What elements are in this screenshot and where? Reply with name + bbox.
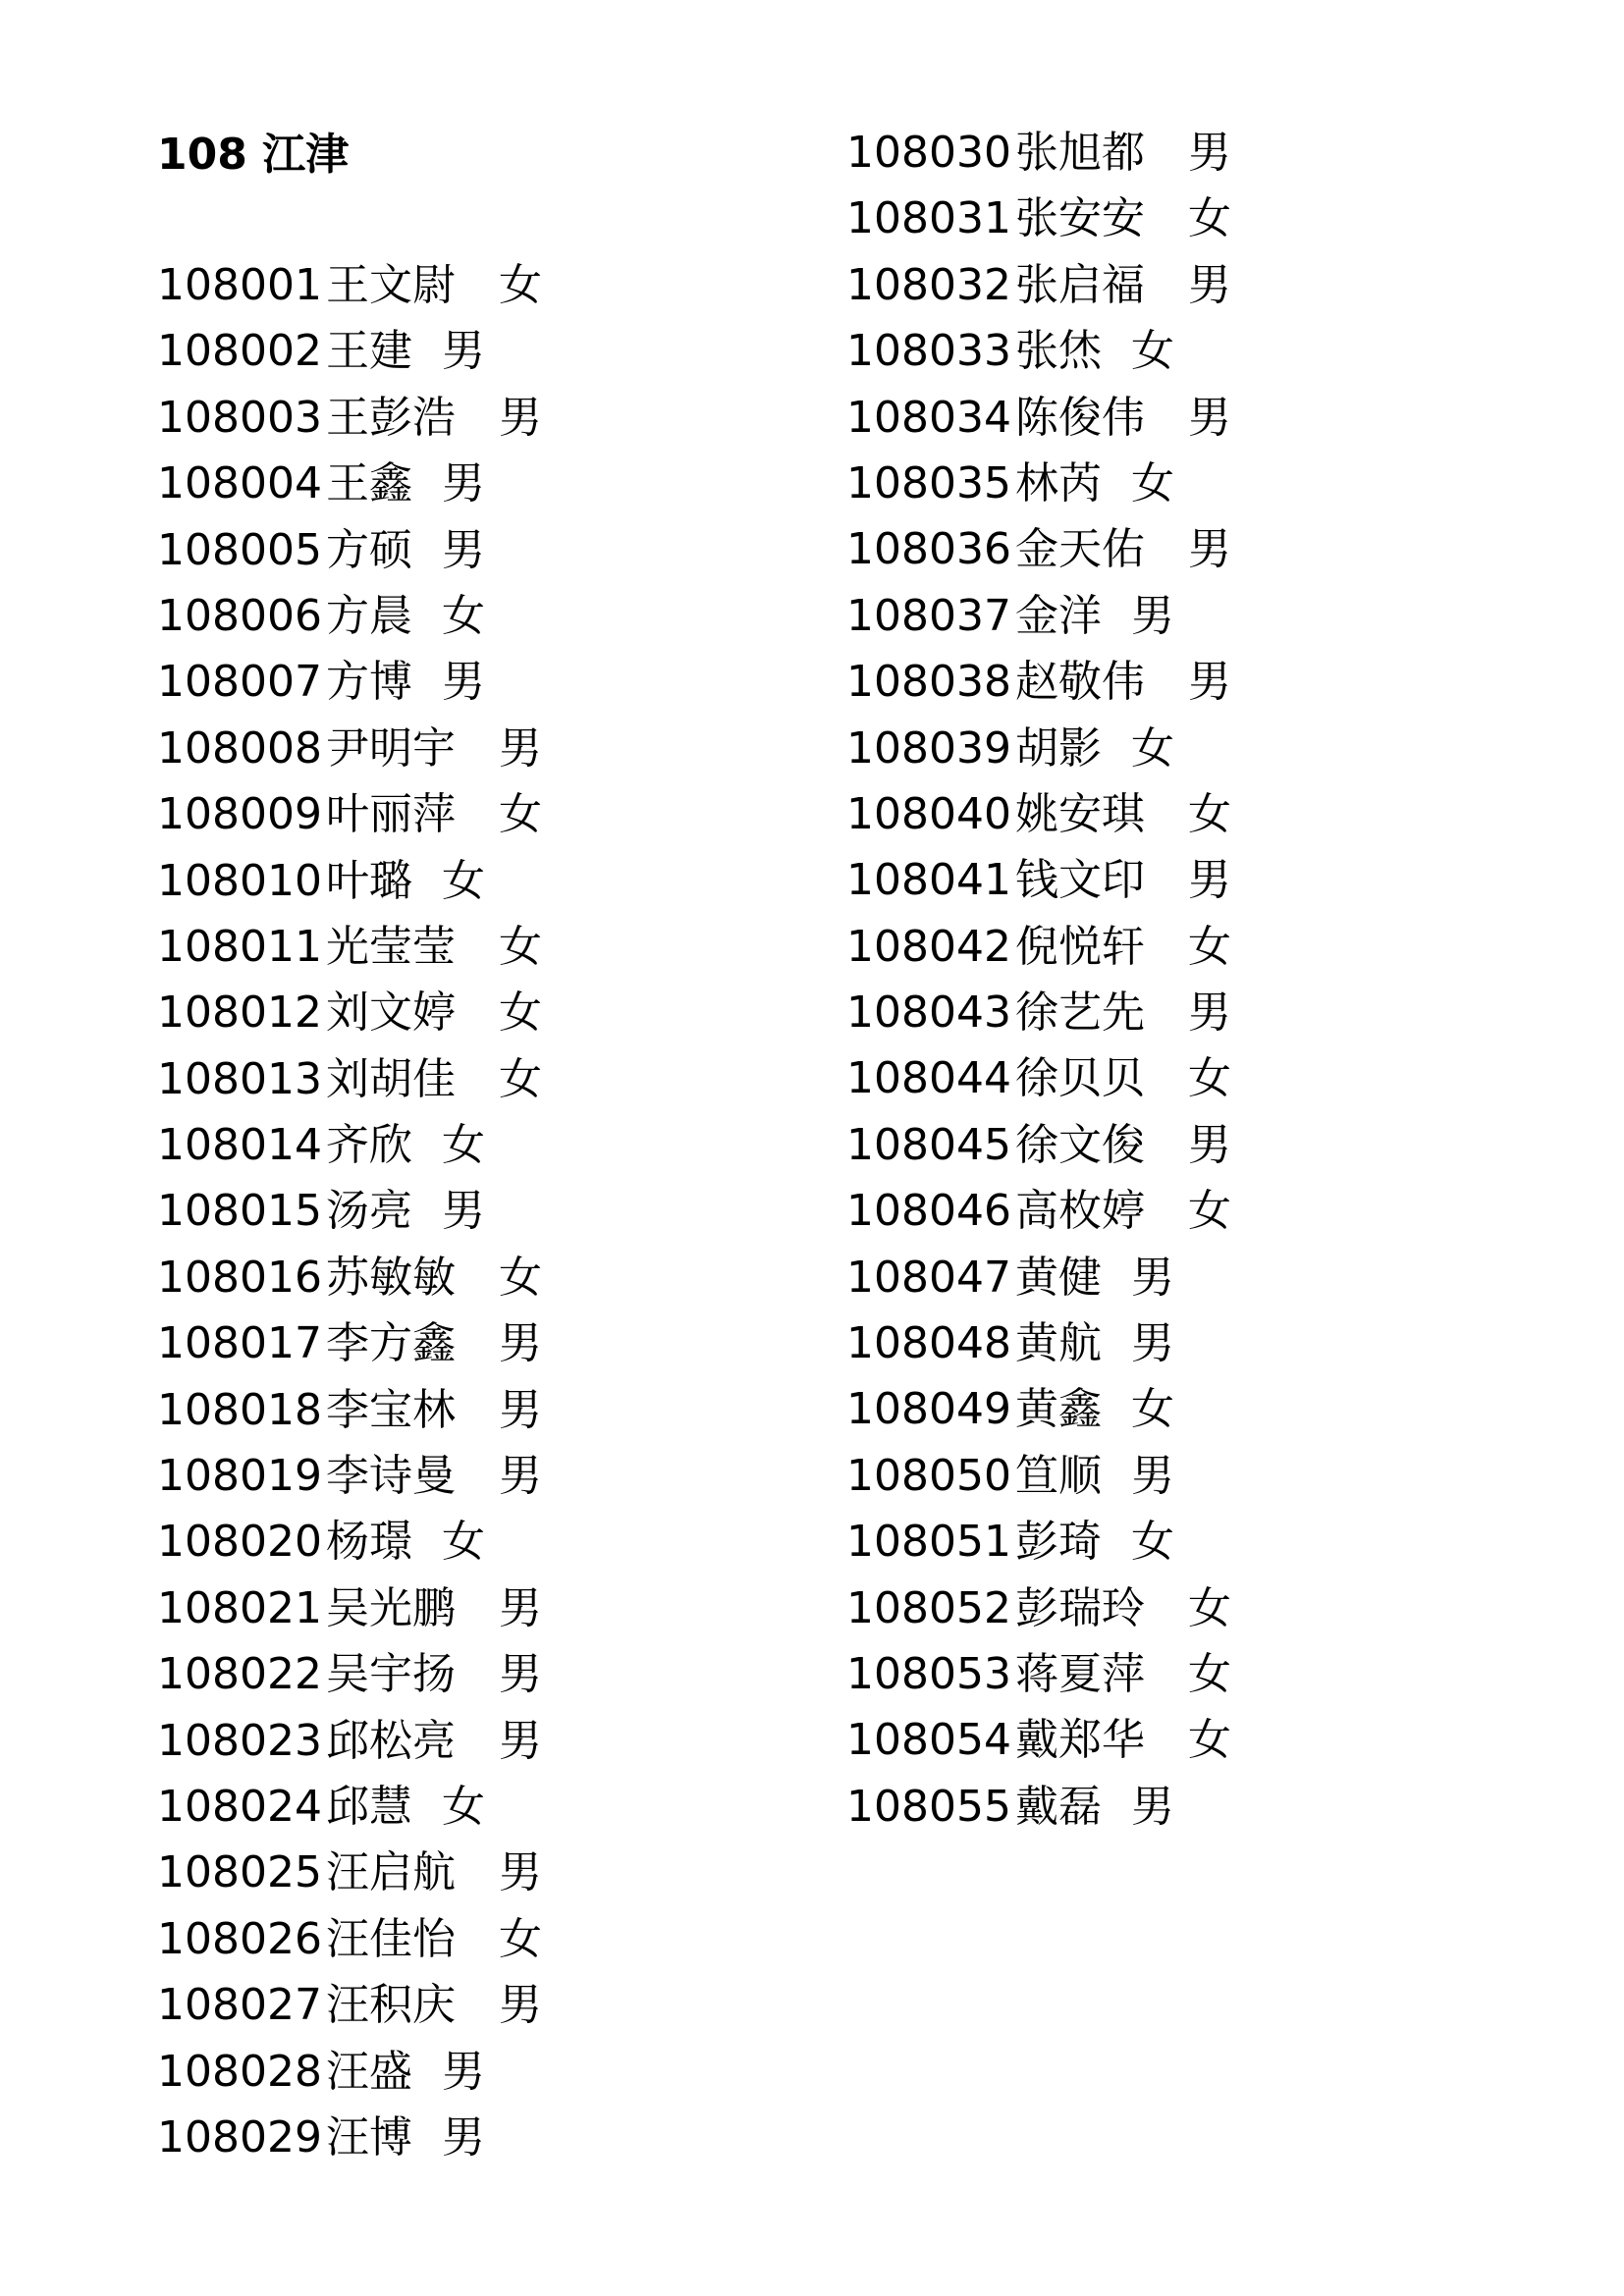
- student-name: 吴光鹏: [326, 1582, 456, 1633]
- student-id: 108053: [846, 1648, 1011, 1699]
- student-row: [157, 1774, 542, 1840]
- student-name: 彭琦: [1015, 1517, 1102, 1568]
- student-id: 108030: [846, 128, 1011, 178]
- student-row: [846, 318, 1231, 384]
- student-id: 108055: [846, 1781, 1011, 1832]
- student-row: [157, 914, 542, 980]
- student-gender: 男: [442, 657, 485, 708]
- student-name: 戴郑华: [1015, 1715, 1145, 1766]
- student-id: 108011: [157, 921, 322, 972]
- student-name: 吴宇扬: [326, 1649, 456, 1700]
- student-gender: 男: [1188, 988, 1231, 1039]
- student-id: 108042: [846, 921, 1011, 972]
- student-id: 108026: [157, 1913, 322, 1964]
- student-row: [846, 1774, 1231, 1840]
- student-name: 林芮: [1015, 457, 1102, 508]
- student-row: [157, 1509, 542, 1575]
- student-row: [846, 1443, 1231, 1509]
- student-id: 108012: [157, 988, 322, 1039]
- student-id: 108016: [157, 1252, 322, 1303]
- student-name: 李宝林: [326, 1384, 456, 1435]
- student-gender: 女: [1188, 788, 1231, 839]
- student-id: 108038: [846, 657, 1011, 708]
- student-name: 汪佳怡: [326, 1913, 456, 1964]
- student-gender: 女: [1188, 193, 1231, 244]
- student-name: 李诗曼: [326, 1451, 456, 1502]
- student-row: [157, 980, 542, 1045]
- student-id: 108048: [846, 1318, 1011, 1369]
- student-name: 笪顺: [1015, 1450, 1102, 1501]
- student-name: 王鑫: [326, 458, 412, 509]
- student-id: 108020: [157, 1517, 322, 1568]
- student-row: [157, 1840, 542, 1905]
- student-name: 李方鑫: [326, 1318, 456, 1369]
- student-row: [846, 1707, 1231, 1773]
- student-row: [846, 451, 1231, 516]
- student-id: 108024: [157, 1781, 322, 1832]
- student-id: 108017: [157, 1318, 322, 1369]
- student-gender: 女: [1131, 1384, 1174, 1435]
- student-row: [157, 1641, 542, 1707]
- student-id: 108047: [846, 1252, 1011, 1303]
- student-gender: 女: [499, 1913, 542, 1964]
- student-row: [157, 1245, 542, 1310]
- student-row: [157, 252, 542, 318]
- student-gender: 女: [1188, 1648, 1231, 1699]
- student-gender: 男: [442, 1186, 485, 1237]
- student-name: 尹明宇: [326, 722, 456, 774]
- student-row: [846, 980, 1231, 1045]
- student-name: 邱松亮: [326, 1715, 456, 1766]
- student-id: 108021: [157, 1582, 322, 1633]
- student-name: 王文尉: [326, 260, 456, 310]
- student-name: 汪积庆: [326, 1980, 456, 2031]
- student-id: 108037: [846, 590, 1011, 641]
- student-gender: 男: [1188, 128, 1231, 178]
- student-name: 汪盛: [326, 2046, 412, 2097]
- student-id: 108031: [846, 193, 1011, 244]
- student-gender: 女: [499, 1252, 542, 1303]
- student-name: 杨璟: [326, 1517, 412, 1568]
- student-gender: 女: [1188, 1186, 1231, 1237]
- student-id: 108023: [157, 1715, 322, 1766]
- student-id: 108005: [157, 524, 322, 575]
- student-gender: 男: [442, 2111, 485, 2163]
- student-id: 108007: [157, 657, 322, 708]
- student-name: 汪博: [326, 2111, 412, 2163]
- student-name: 胡影: [1015, 722, 1102, 774]
- student-name: 徐艺先: [1015, 988, 1145, 1039]
- student-name: 苏敏敏: [326, 1252, 456, 1303]
- student-id: 108025: [157, 1847, 322, 1898]
- student-gender: 女: [1131, 1517, 1174, 1568]
- student-row: [846, 120, 1231, 186]
- student-gender: 男: [499, 1715, 542, 1766]
- student-gender: 男: [1131, 590, 1174, 641]
- student-gender: 男: [1131, 1252, 1174, 1303]
- student-row: [157, 1575, 542, 1641]
- student-row: [846, 1641, 1231, 1707]
- student-gender: 男: [442, 2046, 485, 2097]
- student-gender: 女: [442, 1120, 485, 1171]
- student-id: 108039: [846, 722, 1011, 774]
- student-gender: 男: [1188, 392, 1231, 443]
- student-name: 蒋夏萍: [1015, 1648, 1145, 1699]
- student-id: 108002: [157, 326, 322, 377]
- student-name: 高枚婷: [1015, 1186, 1145, 1237]
- student-id: 108040: [846, 788, 1011, 839]
- student-gender: 男: [499, 1582, 542, 1633]
- student-gender: 男: [499, 1451, 542, 1502]
- student-gender: 女: [442, 855, 485, 906]
- student-row: [846, 385, 1231, 451]
- student-name: 张安安: [1015, 193, 1145, 244]
- student-name: 钱文印: [1015, 855, 1145, 906]
- student-row: [846, 781, 1231, 847]
- student-name: 黄健: [1015, 1252, 1102, 1303]
- student-gender: 女: [1188, 1715, 1231, 1766]
- student-row: [157, 1972, 542, 2038]
- student-gender: 女: [499, 789, 542, 840]
- student-id: 108035: [846, 457, 1011, 508]
- student-gender: 男: [1188, 657, 1231, 708]
- student-id: 108014: [157, 1120, 322, 1171]
- student-gender: 男: [499, 392, 542, 443]
- student-id: 108036: [846, 524, 1011, 575]
- student-id: 108049: [846, 1384, 1011, 1435]
- student-name: 陈俊伟: [1015, 392, 1145, 443]
- student-name: 方硕: [326, 524, 412, 575]
- student-gender: 男: [1131, 1450, 1174, 1501]
- student-row: [157, 1906, 542, 1972]
- student-name: 光莹莹: [326, 921, 456, 972]
- student-id: 108033: [846, 326, 1011, 377]
- student-name: 金天佑: [1015, 524, 1145, 575]
- student-id: 108013: [157, 1053, 322, 1104]
- student-list-left: [157, 252, 542, 2170]
- student-id: 108041: [846, 855, 1011, 906]
- student-row: [157, 385, 542, 451]
- student-id: 108018: [157, 1384, 322, 1435]
- student-id: 108008: [157, 722, 322, 774]
- student-name: 王彭浩: [326, 392, 456, 443]
- student-row: [157, 1377, 542, 1443]
- student-id: 108003: [157, 392, 322, 443]
- student-gender: 女: [442, 590, 485, 641]
- student-row: [157, 716, 542, 781]
- student-gender: 男: [499, 1384, 542, 1435]
- student-gender: 男: [1188, 259, 1231, 310]
- student-row: [846, 914, 1231, 980]
- student-row: [157, 2039, 542, 2105]
- student-row: [846, 649, 1231, 715]
- student-gender: 男: [1131, 1318, 1174, 1369]
- student-name: 张烋: [1015, 326, 1102, 377]
- student-row: [157, 781, 542, 847]
- student-row: [157, 1046, 542, 1112]
- student-row: [846, 1310, 1231, 1376]
- student-name: 黄鑫: [1015, 1384, 1102, 1435]
- student-name: 叶丽萍: [326, 789, 456, 840]
- student-id: 108022: [157, 1649, 322, 1700]
- student-gender: 女: [1131, 326, 1174, 377]
- student-gender: 男: [1188, 855, 1231, 906]
- student-gender: 女: [442, 1517, 485, 1568]
- student-id: 108004: [157, 458, 322, 509]
- student-id: 108001: [157, 260, 322, 310]
- student-row: [846, 583, 1231, 649]
- student-gender: 男: [499, 1318, 542, 1369]
- student-row: [846, 1509, 1231, 1575]
- student-id: 108028: [157, 2046, 322, 2097]
- student-name: 方博: [326, 657, 412, 708]
- student-gender: 男: [499, 1980, 542, 2031]
- student-gender: 女: [1188, 1582, 1231, 1633]
- student-row: [846, 1575, 1231, 1641]
- student-gender: 女: [1188, 921, 1231, 972]
- student-row: [846, 252, 1231, 318]
- student-row: [157, 1443, 542, 1509]
- student-id: 108054: [846, 1715, 1011, 1766]
- student-gender: 男: [499, 1847, 542, 1898]
- student-name: 张旭都: [1015, 128, 1145, 178]
- student-gender: 男: [1188, 524, 1231, 575]
- student-gender: 女: [442, 1781, 485, 1832]
- student-name: 刘文婷: [326, 988, 456, 1039]
- student-gender: 男: [1131, 1781, 1174, 1832]
- student-gender: 男: [499, 1649, 542, 1700]
- student-row: [157, 451, 542, 516]
- student-gender: 女: [1188, 1053, 1231, 1104]
- student-id: 108046: [846, 1186, 1011, 1237]
- student-id: 108029: [157, 2111, 322, 2163]
- student-name: 金洋: [1015, 590, 1102, 641]
- class-heading: 108 江津: [157, 130, 350, 180]
- student-gender: 女: [499, 988, 542, 1039]
- student-row: [157, 649, 542, 715]
- student-row: [157, 848, 542, 914]
- student-row: [846, 516, 1231, 582]
- student-gender: 男: [442, 326, 485, 377]
- student-id: 108009: [157, 789, 322, 840]
- student-name: 邱慧: [326, 1781, 412, 1832]
- student-row: [157, 517, 542, 583]
- student-row: [846, 1376, 1231, 1442]
- student-row: [157, 1112, 542, 1178]
- student-row: [846, 1045, 1231, 1111]
- student-gender: 男: [442, 524, 485, 575]
- student-row: [157, 318, 542, 384]
- student-id: 108045: [846, 1119, 1011, 1170]
- student-name: 汪启航: [326, 1847, 456, 1898]
- student-id: 108032: [846, 259, 1011, 310]
- student-name: 王建: [326, 326, 412, 377]
- student-id: 108052: [846, 1582, 1011, 1633]
- student-row: [846, 1245, 1231, 1310]
- student-row: [157, 2105, 542, 2170]
- student-name: 姚安琪: [1015, 788, 1145, 839]
- student-row: [846, 186, 1231, 251]
- student-row: [157, 1708, 542, 1774]
- student-gender: 男: [442, 458, 485, 509]
- student-name: 彭瑞玲: [1015, 1582, 1145, 1633]
- student-name: 齐欣: [326, 1120, 412, 1171]
- student-name: 倪悦轩: [1015, 921, 1145, 972]
- student-row: [157, 1178, 542, 1244]
- student-gender: 女: [499, 260, 542, 310]
- student-id: 108043: [846, 988, 1011, 1039]
- student-row: [157, 583, 542, 649]
- student-row: [846, 716, 1231, 781]
- student-name: 徐文俊: [1015, 1119, 1145, 1170]
- student-id: 108015: [157, 1186, 322, 1237]
- student-name: 刘胡佳: [326, 1053, 456, 1104]
- student-name: 徐贝贝: [1015, 1053, 1145, 1104]
- student-id: 108051: [846, 1517, 1011, 1568]
- student-row: [846, 1178, 1231, 1244]
- student-row: [846, 1112, 1231, 1178]
- student-gender: 女: [499, 921, 542, 972]
- student-gender: 女: [1131, 457, 1174, 508]
- student-name: 赵敬伟: [1015, 657, 1145, 708]
- student-id: 108019: [157, 1451, 322, 1502]
- student-id: 108050: [846, 1450, 1011, 1501]
- student-gender: 男: [499, 722, 542, 774]
- student-name: 方晨: [326, 590, 412, 641]
- student-id: 108010: [157, 855, 322, 906]
- student-id: 108006: [157, 590, 322, 641]
- student-id: 108034: [846, 392, 1011, 443]
- student-id: 108027: [157, 1980, 322, 2031]
- student-id: 108044: [846, 1053, 1011, 1104]
- student-row: [846, 847, 1231, 913]
- student-name: 汤亮: [326, 1186, 412, 1237]
- student-name: 戴磊: [1015, 1781, 1102, 1832]
- student-name: 黄航: [1015, 1318, 1102, 1369]
- student-row: [157, 1310, 542, 1376]
- student-gender: 女: [499, 1053, 542, 1104]
- student-name: 叶璐: [326, 855, 412, 906]
- student-name: 张启福: [1015, 259, 1145, 310]
- student-gender: 女: [1131, 722, 1174, 774]
- student-gender: 男: [1188, 1119, 1231, 1170]
- student-list-right: [846, 120, 1231, 1840]
